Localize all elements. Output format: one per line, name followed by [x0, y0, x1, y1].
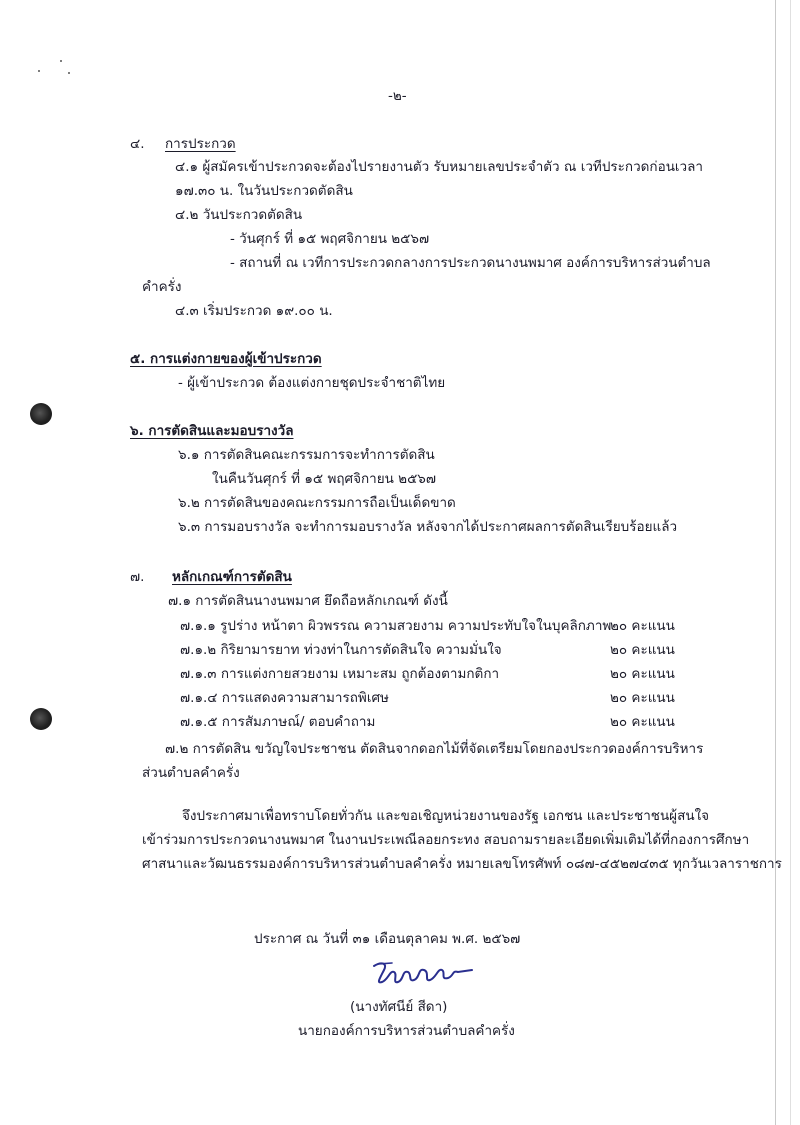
section4-item2-venue: - สถานที่ ณ เวทีการประกวดกลางการประกวดนางนพมาศ องค์การบริหารส่วนตำบล	[230, 255, 711, 271]
page-edge-line	[775, 0, 776, 1125]
section6-item3: ๖.๓ การมอบรางวัล จะทำการมอบรางวัล หลังจากได้ประกาศผลการตัดสินเรียบร้อยแล้ว	[178, 519, 678, 535]
section6-title: ๖. การตัดสินและมอบรางวัล	[130, 423, 294, 439]
criterion-label: ๗.๑.๔ การแสดงความสามารถพิเศษ	[180, 690, 389, 706]
signer-title: นายกองค์การบริหารส่วนตำบลคำครั่ง	[298, 1023, 515, 1039]
punch-hole	[30, 403, 52, 425]
section7-title: หลักเกณฑ์การตัดสิน	[172, 569, 292, 585]
page-edge-line	[790, 0, 791, 1125]
section4-title: การประกวด	[165, 136, 236, 152]
section7-number: ๗.	[130, 569, 145, 585]
criterion-score: ๒๐ คะแนน	[610, 690, 675, 706]
section7-item1: ๗.๑ การตัดสินนางนพมาศ ยึดถือหลักเกณฑ์ ดังนี้	[168, 593, 448, 609]
criterion-score: ๒๐ คะแนน	[610, 618, 675, 634]
section4-item2-date: - วันศุกร์ ที่ ๑๕ พฤศจิกายน ๒๕๖๗	[230, 231, 430, 247]
section6-item1-line1: ๖.๑ การตัดสินคณะกรรมการจะทำการตัดสิน	[178, 447, 435, 463]
section4-item2: ๔.๒ วันประกวดตัดสิน	[175, 207, 303, 223]
announce-date: ประกาศ ณ วันที่ ๓๑ เดือนตุลาคม พ.ศ. ๒๕๖๗	[254, 931, 521, 947]
section6-item1-line2: ในคืนวันศุกร์ ที่ ๑๕ พฤศจิกายน ๒๕๖๗	[212, 471, 437, 487]
section7-item2-line2: ส่วนตำบลคำครั่ง	[142, 765, 240, 781]
section7-item2-line1: ๗.๒ การตัดสิน ขวัญใจประชาชน ตัดสินจากดอกไม้ที่จัดเตรียมโดยกองประกวดองค์การบริหาร	[165, 741, 704, 757]
page-number: -๒-	[388, 88, 407, 104]
criterion-score: ๒๐ คะแนน	[610, 714, 675, 730]
section5-item1: - ผู้เข้าประกวด ต้องแต่งกายชุดประจำชาติไทย	[178, 375, 446, 391]
scan-speck	[68, 72, 70, 74]
criterion-label: ๗.๑.๕ การสัมภาษณ์/ ตอบคำถาม	[180, 714, 376, 730]
criterion-label: ๗.๑.๓ การแต่งกายสวยงาม เหมาะสม ถูกต้องตามกติกา	[180, 666, 500, 682]
punch-hole	[30, 708, 52, 730]
scan-speck	[60, 60, 62, 62]
section5-title: ๕. การแต่งกายของผู้เข้าประกวด	[130, 351, 322, 367]
criterion-score: ๒๐ คะแนน	[610, 666, 675, 682]
section4-number: ๔.	[130, 136, 145, 152]
section4-item3: ๔.๓ เริ่มประกวด ๑๙.๐๐ น.	[175, 303, 333, 319]
section6-item2: ๖.๒ การตัดสินของคณะกรรมการถือเป็นเด็ดขาด	[178, 495, 456, 511]
section4-item1-line2: ๑๗.๓๐ น. ในวันประกวดตัดสิน	[175, 183, 353, 199]
criterion-score: ๒๐ คะแนน	[610, 642, 675, 658]
closing-line1: จึงประกาศมาเพื่อทราบโดยทั่วกัน และขอเชิญหน่วยงานของรัฐ เอกชน และประชาชนผู้สนใจ	[182, 808, 710, 824]
closing-line3: ศาสนาและวัฒนธรรมองค์การบริหารส่วนตำบลคำครั่ง หมายเลขโทรศัพท์ ๐๘๗-๔๕๒๗๔๓๕ ทุกวันเวลาราชการ	[142, 856, 782, 872]
signature	[368, 958, 476, 990]
criterion-label: ๗.๑.๒ กิริยามารยาท ท่วงท่าในการตัดสินใจ ความมั่นใจ	[180, 642, 502, 658]
criterion-label: ๗.๑.๑ รูปร่าง หน้าตา ผิวพรรณ ความสวยงาม ความประทับใจในบุคลิกภาพ	[180, 618, 612, 634]
section4-item1-line1: ๔.๑ ผู้สมัครเข้าประกวดจะต้องไปรายงานตัว รับหมายเลขประจำตัว ณ เวทีประกวดก่อนเวลา	[175, 159, 703, 175]
scan-speck	[38, 70, 40, 72]
signer-name: (นางทัศนีย์ สีดา)	[350, 999, 448, 1015]
closing-line2: เข้าร่วมการประกวดนางนพมาศ ในงานประเพณีลอยกระทง สอบถามรายละเอียดเพิ่มเติมได้ที่กองการศึกษา	[142, 832, 750, 848]
section4-item2-venue-cont: คำครั่ง	[142, 279, 182, 295]
